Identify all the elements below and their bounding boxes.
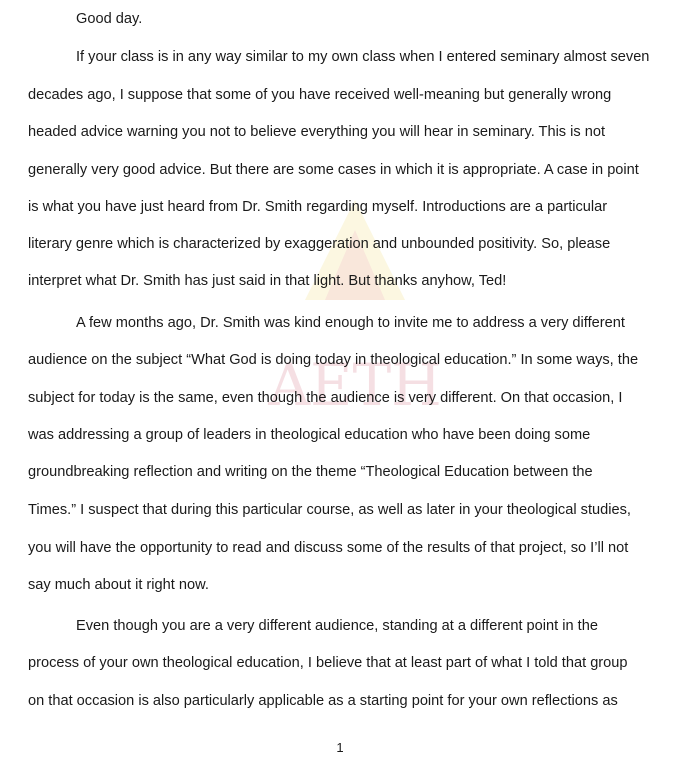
- watermark-text: AETH: [268, 351, 442, 419]
- paragraph-2-line-5: groundbreaking reflection and writing on the theme “Theological Education between the: [28, 464, 593, 480]
- paragraph-1-line-6: literary genre which is characterized by exaggeration and unbounded positivity. So, please: [28, 236, 611, 252]
- paragraph-1-line-1: If your class is in any way similar to my own class when I entered seminary almost seven: [76, 49, 650, 65]
- paragraph-1-line-5: is what you have just heard from Dr. Smith regarding myself. Introductions are a particular: [28, 199, 608, 215]
- paragraph-1-line-2: decades ago, I suppose that some of you have received well-meaning but generally wrong: [28, 87, 612, 103]
- paragraph-1-line-3: headed advice warning you not to believe everything you will hear in seminary. This is not: [28, 124, 606, 140]
- paragraph-1-line-7: interpret what Dr. Smith has just said in that light. But thanks anyhow, Ted!: [28, 273, 507, 289]
- greeting-line: Good day.: [76, 11, 143, 27]
- paragraph-3-line-1: Even though you are a very different audience, standing at a different point in the: [76, 618, 598, 634]
- paragraph-2-line-1: A few months ago, Dr. Smith was kind enough to invite me to address a very different: [76, 315, 625, 331]
- paragraph-2-line-2: audience on the subject “What God is doing today in theological education.” In some ways, the: [28, 352, 639, 368]
- paragraph-3-line-2: process of your own theological education, I believe that at least part of what I told that group: [28, 655, 628, 671]
- paragraph-3-line-3: on that occasion is also particularly applicable as a starting point for your own reflections as: [28, 693, 618, 709]
- paragraph-2-line-8: say much about it right now.: [28, 577, 209, 593]
- paragraph-2-line-4: was addressing a group of leaders in theological education who have been doing some: [28, 427, 591, 443]
- paragraph-2-line-7: you will have the opportunity to read and discuss some of the results of that project, so I’ll not: [28, 540, 629, 556]
- page-number: 1: [336, 740, 344, 755]
- paragraph-2-line-3: subject for today is the same, even though the audience is very different. On that occasion, I: [28, 390, 623, 406]
- paragraph-2-line-6: Times.” I suspect that during this particular course, as well as later in your theological studies,: [28, 502, 631, 518]
- paragraph-1-line-4: generally very good advice. But there are some cases in which it is appropriate. A case in point: [28, 162, 639, 178]
